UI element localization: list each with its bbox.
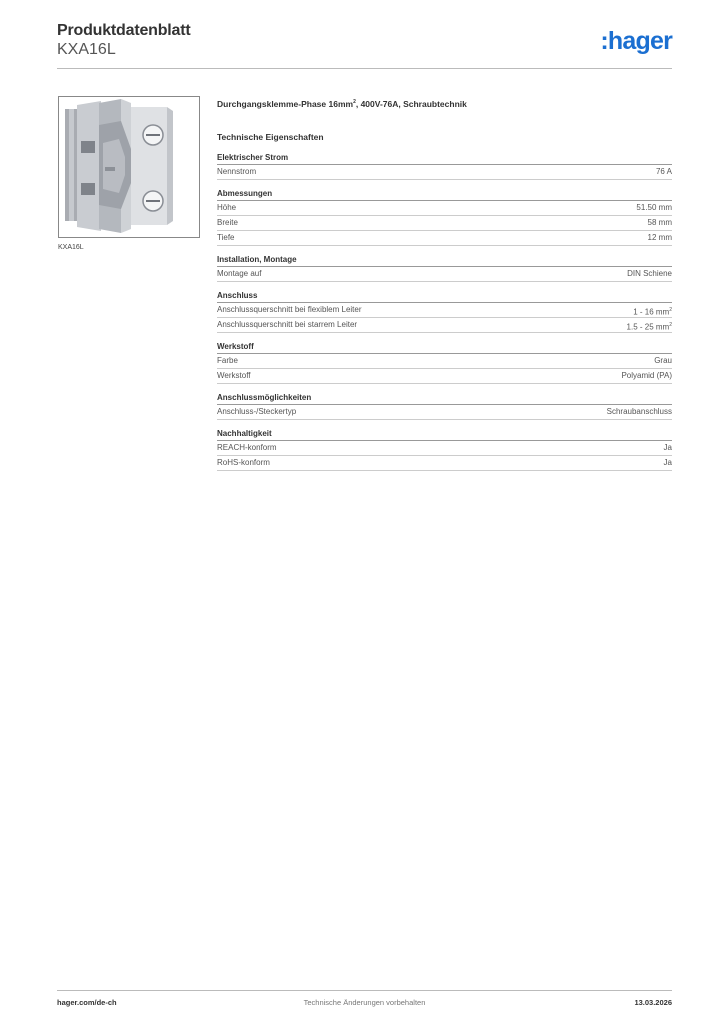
spec-value: 51.50 mm — [636, 203, 672, 212]
spec-label: RoHS-konform — [217, 458, 270, 467]
spec-group — [217, 290, 672, 333]
spec-group-title: Anschlussmöglichkeiten — [217, 392, 672, 405]
spec-value: 12 mm — [647, 233, 672, 242]
spec-group-title: Anschluss — [217, 290, 672, 303]
spec-row — [217, 456, 672, 471]
product-image — [58, 96, 200, 238]
spec-label: Werkstoff — [217, 371, 251, 380]
spec-label: REACH-konform — [217, 443, 277, 452]
spec-label: Tiefe — [217, 233, 235, 242]
spec-group-title: Werkstoff — [217, 341, 672, 354]
spec-row — [217, 165, 672, 180]
footer-website: hager.com/de-ch — [57, 998, 117, 1007]
spec-value: Grau — [654, 356, 672, 365]
specification-area — [217, 95, 672, 471]
spec-row — [217, 369, 672, 384]
spec-row — [217, 318, 672, 333]
spec-row — [217, 354, 672, 369]
product-code: KXA16L — [57, 41, 116, 58]
spec-groups — [217, 152, 672, 471]
spec-group-title: Nachhaltigkeit — [217, 428, 672, 441]
spec-row — [217, 441, 672, 456]
document-title: Produktdatenblatt — [57, 22, 191, 39]
page-footer — [57, 998, 672, 1010]
spec-row — [217, 267, 672, 282]
spec-value: Ja — [663, 458, 672, 467]
spec-label: Farbe — [217, 356, 238, 365]
spec-value: 76 A — [655, 167, 672, 176]
spec-group — [217, 152, 672, 180]
spec-row — [217, 201, 672, 216]
page-header — [57, 22, 672, 68]
spec-label: Anschlussquerschnitt bei flexiblem Leiter — [217, 305, 362, 314]
spec-row — [217, 303, 672, 318]
spec-value: Polyamid (PA) — [621, 371, 672, 380]
spec-group — [217, 188, 672, 246]
spec-group-title: Abmessungen — [217, 188, 672, 201]
spec-label: Nennstrom — [217, 167, 257, 176]
spec-label: Breite — [217, 218, 238, 227]
spec-value: 1 - 16 $mm^2$ — [633, 307, 672, 317]
spec-group — [217, 392, 672, 420]
spec-group-title: Elektrischer Strom — [217, 152, 672, 165]
spec-row — [217, 216, 672, 231]
spec-group — [217, 428, 672, 471]
spec-row — [217, 405, 672, 420]
footer-divider — [57, 990, 672, 991]
spec-value: Ja — [663, 443, 672, 452]
spec-label: Höhe — [217, 203, 237, 212]
spec-label: Anschlussquerschnitt bei starrem Leiter — [217, 320, 358, 329]
header-divider — [57, 68, 672, 69]
spec-group — [217, 341, 672, 384]
spec-value: 1.5 - 25 $mm^2$ — [626, 322, 672, 332]
image-caption: KXA16L — [58, 244, 84, 251]
spec-value: 58 mm — [647, 218, 672, 227]
spec-value: DIN Schiene — [627, 269, 672, 278]
section-heading: Technische Eigenschaften — [217, 132, 324, 142]
product-description: Durchgangsklemme-Phase $16mm^2$, 400V-76A, Schraubtechnik — [217, 98, 467, 109]
spec-group-title: Installation, Montage — [217, 254, 672, 267]
spec-label: Montage auf — [217, 269, 262, 278]
spec-row — [217, 231, 672, 246]
spec-group — [217, 254, 672, 282]
spec-value: Schraubanschluss — [606, 407, 672, 416]
spec-label: Anschluss-/Steckertyp — [217, 407, 297, 416]
terminal-block-illustration — [59, 97, 199, 237]
footer-notice: Technische Änderungen vorbehalten — [303, 998, 426, 1007]
hager-logo: :hager — [600, 27, 672, 55]
footer-date: 13.03.2026 — [634, 998, 672, 1007]
